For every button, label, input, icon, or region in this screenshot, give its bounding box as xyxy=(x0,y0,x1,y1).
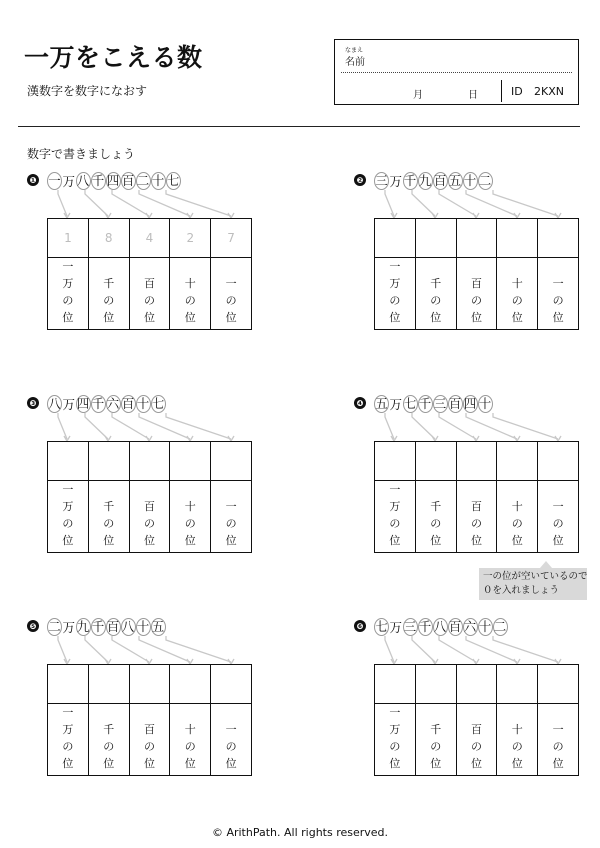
place-value-table xyxy=(47,441,252,553)
guide-arrow xyxy=(58,190,67,216)
place-value-table xyxy=(374,218,579,330)
answer-cell[interactable] xyxy=(170,442,211,480)
kanji-char: 八 xyxy=(48,396,61,411)
place-label-char: 百 xyxy=(470,500,482,513)
place-label-char: 位 xyxy=(184,757,196,770)
place-label-char: 一 xyxy=(389,706,401,719)
place-label xyxy=(170,481,211,552)
name-furigana: なまえ xyxy=(345,47,364,54)
guide-arrow xyxy=(85,190,108,216)
place-label xyxy=(130,704,171,775)
place-label-char: の xyxy=(511,740,523,753)
answer-cell[interactable] xyxy=(211,442,251,480)
place-label-char: 位 xyxy=(552,311,564,324)
place-label xyxy=(457,704,498,775)
place-label xyxy=(375,258,416,329)
header-divider xyxy=(18,126,580,127)
place-label xyxy=(211,481,251,552)
kanji-char: 十 xyxy=(136,396,150,411)
kanji-char: 四 xyxy=(106,173,120,188)
name-label: 名前 xyxy=(345,57,365,68)
place-label-char: 千 xyxy=(430,500,442,513)
answer-cell[interactable] xyxy=(375,442,416,480)
place-label-char: の xyxy=(143,294,155,307)
answer-cell[interactable] xyxy=(457,219,498,257)
place-label-char: 千 xyxy=(430,723,442,736)
place-value-table xyxy=(374,441,579,553)
guide-arrow xyxy=(112,413,149,439)
place-label-char: 位 xyxy=(184,311,196,324)
place-label-char: の xyxy=(552,294,564,307)
kanji-char: 十 xyxy=(478,619,492,634)
place-label-char: の xyxy=(470,294,482,307)
place-label-char: 位 xyxy=(511,757,523,770)
place-label-char: 十 xyxy=(184,500,196,513)
place-label xyxy=(170,258,211,329)
answer-cell[interactable] xyxy=(497,442,538,480)
place-label-char: 一 xyxy=(225,723,237,736)
place-label xyxy=(538,704,578,775)
guide-arrow xyxy=(166,636,231,662)
place-label-char: の xyxy=(389,740,401,753)
answer-cell[interactable] xyxy=(211,665,251,703)
kanji-char: 千 xyxy=(91,396,105,411)
place-label-char: の xyxy=(184,740,196,753)
place-label-char: 千 xyxy=(430,277,442,290)
copyright-footer: © ArithPath. All rights reserved. xyxy=(211,826,389,839)
place-label-char: 位 xyxy=(430,311,442,324)
problem-number: ❺ xyxy=(27,620,39,632)
place-label xyxy=(497,258,538,329)
place-label-char: 一 xyxy=(62,483,74,496)
id-label: ID xyxy=(511,85,523,98)
kanji-char: 万 xyxy=(389,174,402,189)
place-label-char: 位 xyxy=(552,757,564,770)
place-label xyxy=(48,258,89,329)
answer-cell[interactable] xyxy=(497,219,538,257)
place-label-char: の xyxy=(430,740,442,753)
worksheet-title: 一万をこえる数 xyxy=(24,43,203,72)
kanji-char: 二 xyxy=(493,619,507,634)
problem-number: ❷ xyxy=(354,174,366,186)
worksheet-subtitle: 漢数字を数字になおす xyxy=(27,84,148,98)
answer-cell[interactable] xyxy=(416,219,457,257)
place-label-char: 十 xyxy=(511,277,523,290)
place-label-char: の xyxy=(470,517,482,530)
kanji-char: 千 xyxy=(403,173,417,188)
kanji-char: 万 xyxy=(389,620,402,635)
place-label-char: の xyxy=(430,294,442,307)
place-label xyxy=(497,704,538,775)
kanji-char: 五 xyxy=(151,619,165,634)
kanji-char: 百 xyxy=(433,173,447,188)
kanji-char: 十 xyxy=(136,619,150,634)
guide-arrow xyxy=(439,413,476,439)
kanji-char: 百 xyxy=(121,396,135,411)
place-label-char: 一 xyxy=(62,706,74,719)
guide-arrow xyxy=(412,190,435,216)
place-label-char: 位 xyxy=(389,757,401,770)
place-label-char: 万 xyxy=(62,277,74,290)
guide-arrow xyxy=(139,413,190,439)
kanji-char: 千 xyxy=(418,619,432,634)
answer-cell[interactable] xyxy=(538,665,578,703)
place-label-char: 位 xyxy=(470,757,482,770)
kanji-char: 百 xyxy=(121,173,135,188)
place-label-char: 万 xyxy=(389,723,401,736)
place-label-char: 位 xyxy=(62,534,74,547)
answer-cell[interactable] xyxy=(375,665,416,703)
place-label xyxy=(497,481,538,552)
guide-arrow xyxy=(166,413,231,439)
kanji-char: 二 xyxy=(478,173,492,188)
problem-1 xyxy=(27,172,237,342)
answer-cell[interactable] xyxy=(89,665,130,703)
kanji-char: 九 xyxy=(76,619,90,634)
guide-arrow xyxy=(493,636,558,662)
guide-arrow xyxy=(385,413,394,439)
kanji-char: 十 xyxy=(478,396,492,411)
place-label-char: 位 xyxy=(143,311,155,324)
place-label-char: 一 xyxy=(552,500,564,513)
place-label xyxy=(89,258,130,329)
hint-line-1: 一の位が空いているので xyxy=(483,571,588,582)
place-label-char: 百 xyxy=(143,277,155,290)
answer-cell[interactable] xyxy=(457,665,498,703)
place-label-char: 位 xyxy=(103,534,115,547)
problem-6 xyxy=(354,618,564,788)
answer-cell[interactable] xyxy=(416,442,457,480)
guide-arrow xyxy=(412,636,435,662)
kanji-char: 千 xyxy=(91,619,105,634)
problem-number: ❶ xyxy=(27,174,39,186)
kanji-char: 千 xyxy=(418,396,432,411)
place-label-char: の xyxy=(225,294,237,307)
place-label xyxy=(457,258,498,329)
place-label xyxy=(457,481,498,552)
name-dotted-line xyxy=(341,72,572,73)
place-label-char: 位 xyxy=(143,534,155,547)
place-label xyxy=(538,481,578,552)
place-label-char: 一 xyxy=(552,277,564,290)
answer-cell[interactable]: 7 xyxy=(227,231,235,245)
answer-cell[interactable] xyxy=(538,219,578,257)
problem-5 xyxy=(27,618,237,788)
answer-cell[interactable] xyxy=(497,665,538,703)
place-label xyxy=(211,258,251,329)
answer-cell[interactable]: 4 xyxy=(130,219,171,257)
place-label xyxy=(375,704,416,775)
place-label-char: の xyxy=(511,294,523,307)
answer-cell[interactable]: 1 xyxy=(48,219,89,257)
place-label-char: の xyxy=(62,740,74,753)
place-label-char: の xyxy=(552,517,564,530)
place-label-char: 位 xyxy=(430,534,442,547)
kanji-char: 百 xyxy=(448,396,462,411)
place-label-char: 万 xyxy=(62,500,74,513)
guide-arrow xyxy=(493,413,558,439)
guide-arrow xyxy=(385,190,394,216)
place-label-char: 位 xyxy=(103,757,115,770)
place-label-char: 一 xyxy=(225,500,237,513)
place-label-char: 位 xyxy=(62,311,74,324)
place-label-char: の xyxy=(62,517,74,530)
place-label-char: 位 xyxy=(143,757,155,770)
guide-arrow xyxy=(412,413,435,439)
kanji-char: 四 xyxy=(463,396,477,411)
id-separator xyxy=(501,80,502,102)
answer-cell[interactable] xyxy=(89,442,130,480)
place-label-char: 万 xyxy=(389,500,401,513)
place-label-char: 一 xyxy=(552,723,564,736)
instruction: 数字で書きましょう xyxy=(27,147,136,161)
kanji-char: 二 xyxy=(136,173,150,188)
guide-arrow xyxy=(139,190,190,216)
problem-3 xyxy=(27,395,237,565)
answer-cell[interactable] xyxy=(375,219,416,257)
place-label xyxy=(89,481,130,552)
place-label-char: の xyxy=(103,294,115,307)
kanji-char: 十 xyxy=(463,173,477,188)
place-label-char: 位 xyxy=(470,534,482,547)
problem-number: ❹ xyxy=(354,397,366,409)
place-label-char: 百 xyxy=(143,723,155,736)
place-value-table xyxy=(47,218,252,330)
answer-cell[interactable]: 8 xyxy=(89,219,130,257)
guide-arrows xyxy=(354,395,584,445)
guide-arrow xyxy=(166,190,231,216)
place-label-char: の xyxy=(103,740,115,753)
place-label-char: 位 xyxy=(103,311,115,324)
guide-arrow xyxy=(112,636,149,662)
place-label-char: 一 xyxy=(62,260,74,273)
guide-arrow xyxy=(139,636,190,662)
answer-cell[interactable] xyxy=(538,442,578,480)
place-label-char: の xyxy=(143,517,155,530)
place-label-char: 位 xyxy=(225,311,237,324)
guide-arrow xyxy=(466,636,517,662)
kanji-char: 千 xyxy=(91,173,105,188)
guide-arrow xyxy=(493,190,558,216)
place-label-char: 位 xyxy=(552,534,564,547)
guide-arrows xyxy=(354,618,584,668)
place-label xyxy=(211,704,251,775)
place-label xyxy=(416,258,457,329)
place-label-char: 十 xyxy=(184,723,196,736)
place-label-char: の xyxy=(225,740,237,753)
day-label: 日 xyxy=(468,90,478,101)
kanji-char: 八 xyxy=(121,619,135,634)
answer-cell[interactable]: 2 xyxy=(170,219,211,257)
kanji-char: 八 xyxy=(76,173,90,188)
id-value: 2KXN xyxy=(534,85,564,98)
place-value-table xyxy=(374,664,579,776)
guide-arrow xyxy=(385,636,394,662)
guide-arrows xyxy=(27,172,257,222)
problem-number: ❻ xyxy=(354,620,366,632)
kanji-char: 十 xyxy=(151,173,165,188)
kanji-char: 一 xyxy=(48,173,61,188)
answer-cell[interactable] xyxy=(130,442,171,480)
answer-cell[interactable] xyxy=(170,665,211,703)
kanji-char: 万 xyxy=(62,397,75,412)
problem-2 xyxy=(354,172,564,342)
kanji-char: 七 xyxy=(151,396,165,411)
kanji-char: 四 xyxy=(76,396,90,411)
hint-callout xyxy=(479,568,587,600)
guide-arrows xyxy=(27,618,257,668)
kanji-char: 百 xyxy=(448,619,462,634)
guide-arrow xyxy=(58,413,67,439)
place-label-char: 位 xyxy=(389,534,401,547)
problem-number: ❸ xyxy=(27,397,39,409)
problem-4 xyxy=(354,395,564,565)
kanji-char: 七 xyxy=(375,619,388,634)
place-label xyxy=(130,258,171,329)
answer-cell[interactable] xyxy=(416,665,457,703)
place-label-char: の xyxy=(103,517,115,530)
place-label-char: 十 xyxy=(511,500,523,513)
month-label: 月 xyxy=(413,90,423,101)
kanji-char: 五 xyxy=(448,173,462,188)
place-label xyxy=(375,481,416,552)
place-label-char: の xyxy=(552,740,564,753)
name-box xyxy=(334,39,579,105)
place-label-char: の xyxy=(389,517,401,530)
place-label-char: 位 xyxy=(184,534,196,547)
answer-cell[interactable] xyxy=(130,665,171,703)
place-label xyxy=(130,481,171,552)
guide-arrow xyxy=(58,636,67,662)
place-label-char: 一 xyxy=(389,260,401,273)
place-label-char: 百 xyxy=(143,500,155,513)
place-label-char: 一 xyxy=(389,483,401,496)
place-label-char: 十 xyxy=(184,277,196,290)
guide-arrow xyxy=(85,413,108,439)
guide-arrow xyxy=(466,413,517,439)
place-label xyxy=(170,704,211,775)
place-label-char: 千 xyxy=(103,723,115,736)
place-label-char: 百 xyxy=(470,723,482,736)
guide-arrow xyxy=(439,636,476,662)
place-label-char: 千 xyxy=(103,277,115,290)
place-label xyxy=(416,481,457,552)
place-label-char: 位 xyxy=(225,757,237,770)
place-label-char: の xyxy=(225,517,237,530)
kanji-char: 六 xyxy=(106,396,120,411)
place-label-char: の xyxy=(62,294,74,307)
place-label-char: の xyxy=(430,517,442,530)
guide-arrow xyxy=(85,636,108,662)
place-label-char: の xyxy=(184,294,196,307)
hint-line-2: ０を入れましょう xyxy=(483,585,560,596)
place-label-char: の xyxy=(470,740,482,753)
place-label-char: 位 xyxy=(511,534,523,547)
place-label xyxy=(89,704,130,775)
place-label-char: 位 xyxy=(430,757,442,770)
place-label xyxy=(538,258,578,329)
kanji-char: 九 xyxy=(418,173,432,188)
kanji-char: 八 xyxy=(433,619,447,634)
kanji-char: 万 xyxy=(389,397,402,412)
place-label-char: 位 xyxy=(470,311,482,324)
place-label-char: の xyxy=(143,740,155,753)
place-label-char: 位 xyxy=(389,311,401,324)
place-label-char: の xyxy=(511,517,523,530)
kanji-char: 万 xyxy=(62,174,75,189)
answer-cell[interactable] xyxy=(457,442,498,480)
guide-arrow xyxy=(112,190,149,216)
kanji-char: 七 xyxy=(166,173,180,188)
place-label-char: 位 xyxy=(511,311,523,324)
place-label-char: 一 xyxy=(225,277,237,290)
kanji-char: 三 xyxy=(375,173,388,188)
answer-cell[interactable] xyxy=(48,442,89,480)
hint-pointer xyxy=(540,561,552,568)
place-label xyxy=(48,481,89,552)
place-label-char: 万 xyxy=(389,277,401,290)
place-label-char: 十 xyxy=(511,723,523,736)
kanji-char: 百 xyxy=(106,619,120,634)
guide-arrow xyxy=(439,190,476,216)
guide-arrows xyxy=(27,395,257,445)
kanji-char: 七 xyxy=(403,396,417,411)
answer-cell[interactable] xyxy=(48,665,89,703)
place-label xyxy=(416,704,457,775)
place-label-char: 千 xyxy=(103,500,115,513)
guide-arrow xyxy=(466,190,517,216)
place-label-char: の xyxy=(184,517,196,530)
kanji-char: 三 xyxy=(433,396,447,411)
place-label-char: 位 xyxy=(225,534,237,547)
place-label-char: の xyxy=(389,294,401,307)
kanji-char: 六 xyxy=(463,619,477,634)
kanji-char: 万 xyxy=(62,620,75,635)
place-value-table xyxy=(47,664,252,776)
place-label-char: 百 xyxy=(470,277,482,290)
kanji-char: 三 xyxy=(403,619,417,634)
kanji-char: 五 xyxy=(375,396,388,411)
guide-arrows xyxy=(354,172,584,222)
place-label-char: 位 xyxy=(62,757,74,770)
kanji-char: 二 xyxy=(48,619,61,634)
place-label-char: 万 xyxy=(62,723,74,736)
place-label xyxy=(48,704,89,775)
